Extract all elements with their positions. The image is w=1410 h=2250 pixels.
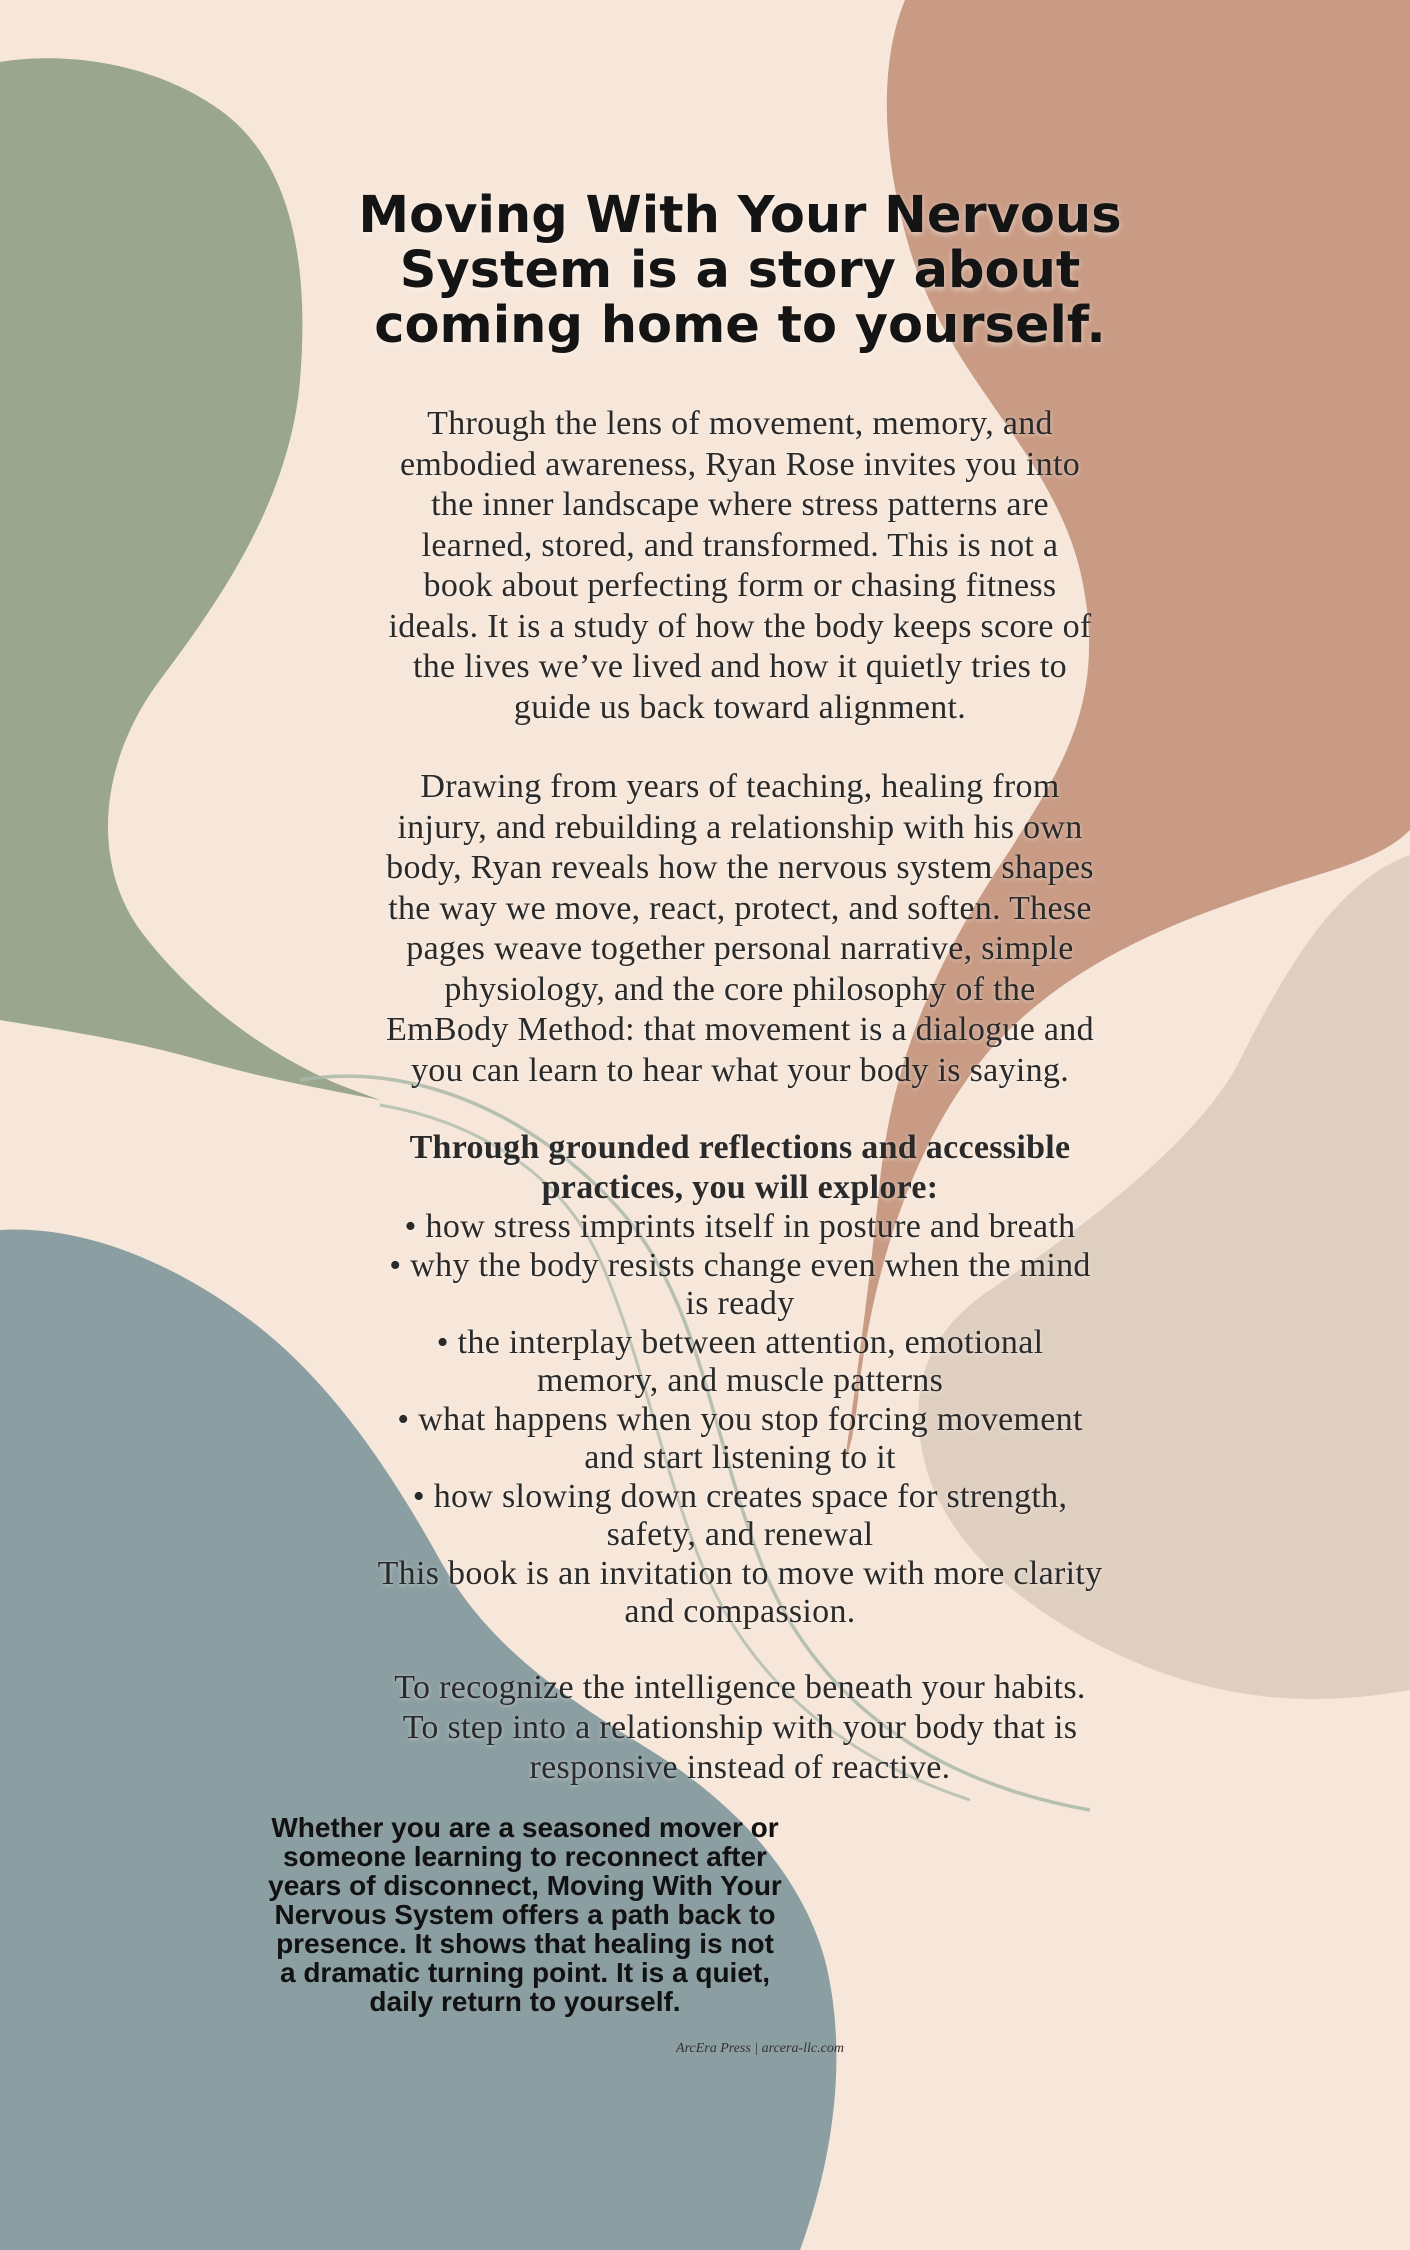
text-line: a dramatic turning point. It is a quiet, [279,1957,771,1988]
explore-section [290,1128,1190,1632]
text-line: Through grounded reflections and accessible [409,1129,1071,1166]
text-line: responsive instead of reactive. [529,1749,951,1786]
text-line: Whether you are a seasoned mover or [271,1812,779,1843]
text-line: Nervous System offers a path back to [274,1899,776,1930]
text-line: body, Ryan reveals how the nervous system shapes [386,849,1094,886]
title-line: System is a story about [399,241,1081,300]
text-line: daily return to yourself. [369,1986,681,2017]
author-paragraph [290,767,1190,1091]
text-line: pages weave together personal narrative, simple [406,930,1074,967]
text-line: Drawing from years of teaching, healing from [420,768,1060,805]
text-line: book about perfecting form or chasing fitness [423,567,1057,604]
text-line: injury, and rebuilding a relationship with his own [397,808,1083,846]
text-line: the way we move, react, protect, and soften. These [388,889,1092,927]
intro-paragraph [290,404,1190,728]
text-line: EmBody Method: that movement is a dialogue and [386,1011,1094,1048]
closing-statement [205,1813,845,2016]
list-item-continuation: is ready [685,1285,795,1322]
publisher-imprint: ArcEra Press | arcera-llc.com [676,2041,844,2056]
text-line: presence. It shows that healing is not [276,1928,774,1959]
title-line: coming home to yourself. [374,296,1106,355]
text-line: physiology, and the core philosophy of the [444,970,1036,1008]
title-line: Moving With Your Nervous [358,186,1122,245]
text-line: Through the lens of movement, memory, and [427,405,1053,442]
explore-list [290,1208,1190,1632]
list-item: • how slowing down creates space for strength, [412,1477,1068,1515]
text-line: the inner landscape where stress patterns are [431,486,1049,523]
text-line: and compassion. [624,1593,856,1630]
page-title [290,188,1190,353]
text-line: ideals. It is a study of how the body keeps score of [388,607,1092,645]
list-item: • what happens when you stop forcing movement [397,1400,1083,1438]
list-item-continuation: safety, and renewal [606,1516,874,1553]
text-line: someone learning to reconnect after [283,1841,767,1872]
list-item: • why the body resists change even when the mind [389,1246,1091,1284]
text-line: you can learn to hear what your body is saying. [410,1051,1070,1089]
recognize-paragraph [290,1668,1190,1788]
text-line: This book is an invitation to move with more clarity [377,1554,1103,1592]
text-line: To step into a relationship with your body that is [402,1709,1078,1746]
text-line: years of disconnect, Moving With Your [268,1870,782,1901]
explore-heading [290,1128,1190,1208]
list-item: • the interplay between attention, emotional [436,1323,1044,1361]
text-line: embodied awareness, Ryan Rose invites you into [399,445,1081,483]
list-item-continuation: and start listening to it [584,1439,896,1476]
text-line: practices, you will explore: [541,1169,939,1206]
list-item: • how stress imprints itself in posture and breath [404,1208,1076,1245]
text-line: To recognize the intelligence beneath your habits. [394,1669,1086,1706]
list-item-continuation: memory, and muscle patterns [536,1362,944,1399]
text-line: the lives we’ve lived and how it quietly tries to [413,648,1067,685]
text-line: learned, stored, and transformed. This is not a [421,526,1059,564]
text-line: guide us back toward alignment. [513,688,967,726]
